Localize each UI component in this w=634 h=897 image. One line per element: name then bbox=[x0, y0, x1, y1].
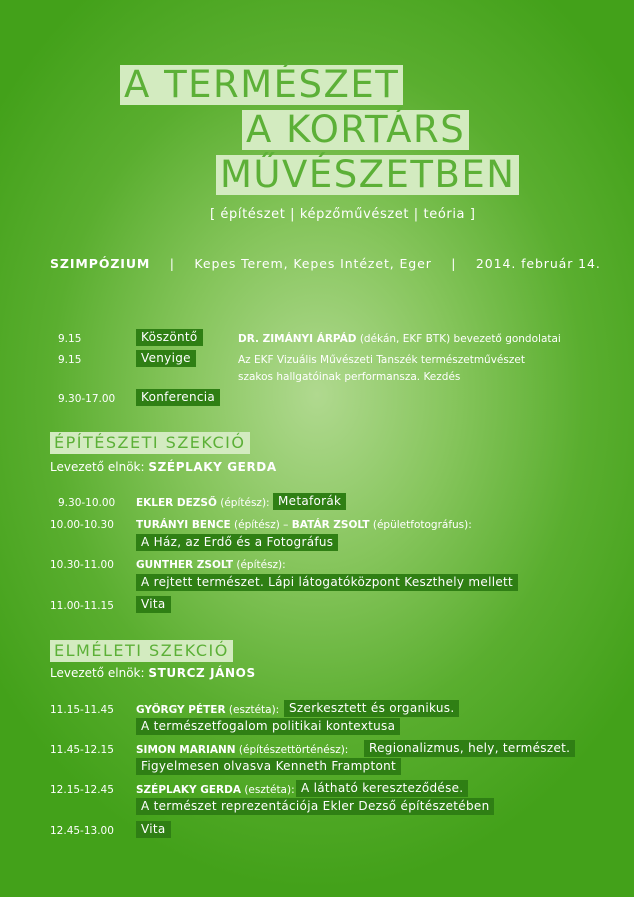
time-slot: 10.30-11.00 bbox=[50, 559, 114, 571]
section-title: ÉPÍTÉSZETI SZEKCIÓ bbox=[50, 432, 250, 454]
speaker-name: SIMON MARIANN bbox=[136, 744, 236, 756]
topic-label: A rejtett természet. Lápi látogatóközpont Keszthely mellett bbox=[136, 574, 518, 591]
topic-label: Szerkesztett és organikus. bbox=[284, 700, 459, 717]
chair-line bbox=[50, 460, 277, 474]
time-slot: 9.15 bbox=[58, 333, 82, 345]
separator: | bbox=[451, 256, 457, 271]
chair-name: STURCZ JÁNOS bbox=[148, 666, 256, 680]
speaker-name: DR. ZIMÁNYI ÁRPÁD bbox=[238, 333, 357, 345]
speaker-role: (dékán, EKF BTK) bevezető gondolatai bbox=[359, 333, 561, 345]
topic-label: Vita bbox=[136, 821, 171, 838]
program-line bbox=[136, 704, 279, 716]
speaker-name: BATÁR ZSOLT bbox=[291, 519, 370, 531]
event-date: 2014. február 14. bbox=[475, 256, 601, 271]
speaker-role: (épületfotográfus): bbox=[372, 519, 472, 531]
tag-label: Köszöntő bbox=[136, 329, 203, 346]
time-slot: 11.00-11.15 bbox=[50, 600, 114, 612]
topic-label: A természetfogalom politikai kontextusa bbox=[136, 718, 400, 735]
speaker-name: SZÉPLAKY GERDA bbox=[136, 784, 241, 796]
program-line: szakos hallgatóinak performansza. Kezdés bbox=[238, 371, 461, 383]
program-line: Az EKF Vizuális Művészeti Tanszék természetművészet bbox=[238, 354, 525, 366]
tag-label: Venyige bbox=[136, 350, 196, 367]
topic-label: Regionalizmus, hely, természet. bbox=[364, 740, 575, 757]
title-line-1: A TERMÉSZET bbox=[120, 65, 403, 105]
speaker-name: EKLER DEZSŐ bbox=[136, 497, 217, 509]
program-line bbox=[136, 744, 348, 756]
topic-label: Metaforák bbox=[273, 493, 346, 510]
program-line bbox=[136, 559, 286, 571]
speaker-role: (építész): bbox=[236, 559, 286, 571]
program-line bbox=[238, 333, 561, 345]
time-slot: 9.15 bbox=[58, 354, 82, 366]
chair-label: Levezető elnök: bbox=[50, 460, 145, 474]
topic-label: Vita bbox=[136, 596, 171, 613]
program-line bbox=[136, 497, 270, 509]
topic-label: A természet reprezentációja Ekler Dezső építészetében bbox=[136, 798, 494, 815]
speaker-role: (esztéta): bbox=[228, 704, 280, 716]
topic-label: A látható kereszteződése. bbox=[296, 780, 468, 797]
speaker-role: (építész): bbox=[220, 497, 270, 509]
chair-name: SZÉPLAKY GERDA bbox=[148, 460, 277, 474]
event-place: Kepes Terem, Kepes Intézet, Eger bbox=[194, 256, 432, 271]
separator: | bbox=[169, 256, 175, 271]
speaker-role: (esztéta): bbox=[244, 784, 295, 796]
speaker-name: GYÖRGY PÉTER bbox=[136, 704, 226, 716]
chair-line bbox=[50, 666, 256, 680]
time-slot: 12.15-12.45 bbox=[50, 784, 114, 796]
program-line bbox=[136, 784, 295, 796]
speaker-name: GUNTHER ZSOLT bbox=[136, 559, 234, 571]
title-line-2: A KORTÁRS bbox=[242, 110, 469, 150]
speaker-role: (építész) – bbox=[234, 519, 289, 531]
topic-label: A Ház, az Erdő és a Fotográfus bbox=[136, 534, 338, 551]
event-type: SZIMPÓZIUM bbox=[50, 256, 151, 271]
section-title: ELMÉLETI SZEKCIÓ bbox=[50, 640, 233, 662]
chair-label: Levezető elnök: bbox=[50, 666, 145, 680]
time-slot: 11.45-12.15 bbox=[50, 744, 114, 756]
event-info bbox=[50, 256, 601, 271]
title-line-3: MŰVÉSZETBEN bbox=[216, 155, 519, 195]
subtitle: [ építészet | képzőművészet | teória ] bbox=[210, 207, 476, 222]
time-slot: 10.00-10.30 bbox=[50, 519, 114, 531]
time-slot: 9.30-17.00 bbox=[58, 393, 116, 405]
time-slot: 9.30-10.00 bbox=[58, 497, 116, 509]
speaker-name: TURÁNYI BENCE bbox=[136, 519, 231, 531]
time-slot: 11.15-11.45 bbox=[50, 704, 114, 716]
speaker-role: (építészettörténész): bbox=[238, 744, 349, 756]
time-slot: 12.45-13.00 bbox=[50, 825, 114, 837]
program-line bbox=[136, 519, 472, 531]
tag-label: Konferencia bbox=[136, 389, 220, 406]
topic-label: Figyelmesen olvasva Kenneth Framptont bbox=[136, 758, 401, 775]
